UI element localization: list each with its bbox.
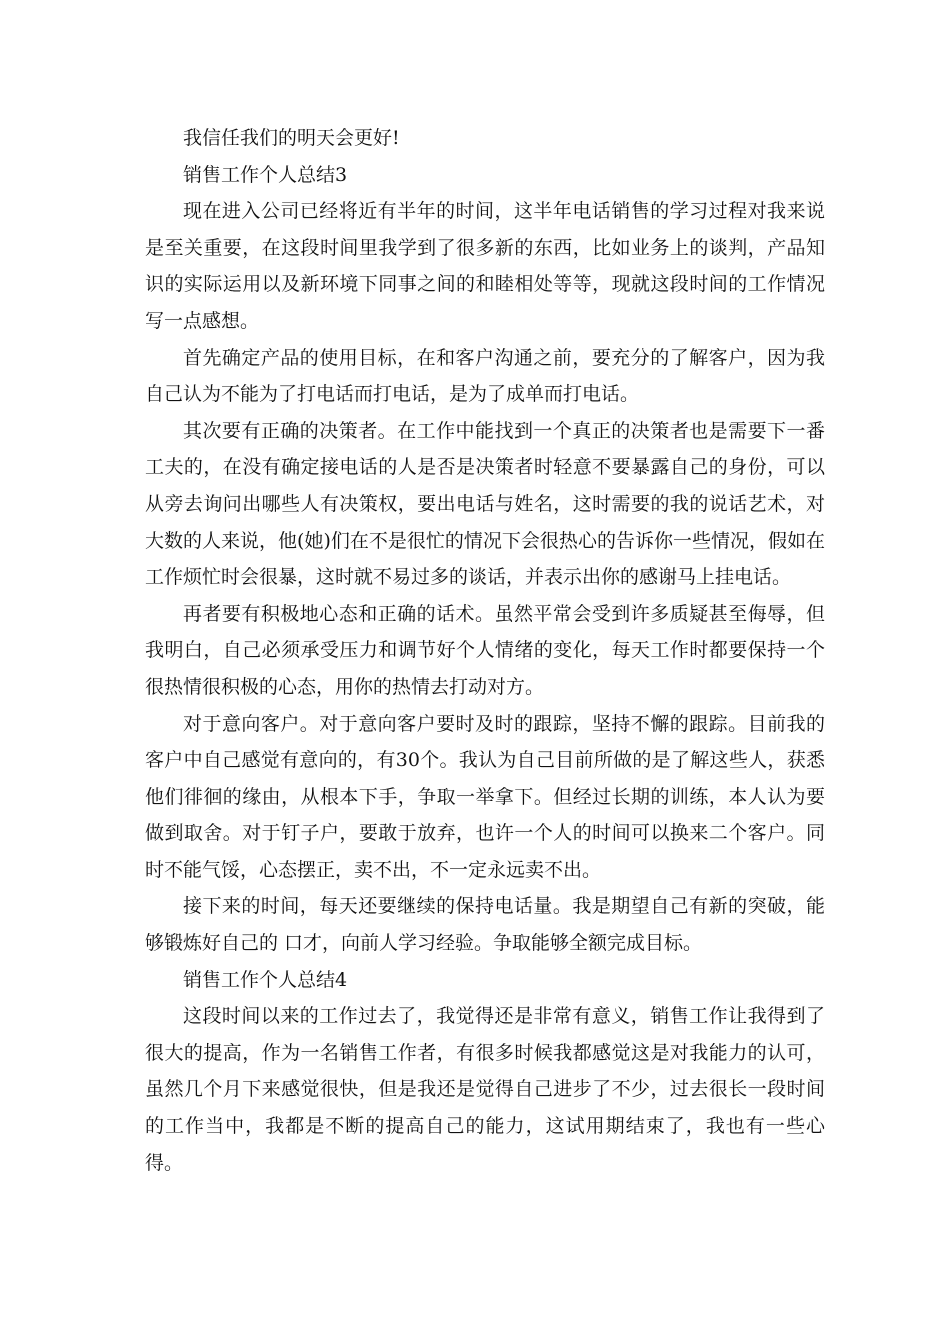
paragraph: 其次要有正确的决策者。在工作中能找到一个真正的决策者也是需要下一番工夫的，在没有确定接电话的人是否是决策者时轻意不要暴露自己的身份，可以从旁去询问出哪些人有决策权，要出电话与姓名，这时需要的我的说话艺术，对大数的人来说，他(她)们在不是很忙的情况下会很热心的告诉你一些情况，假如在工作烦忙时会很暴，这时就不易过多的谈话，并表示出你的感谢马上挂电话。 <box>145 419 825 589</box>
paragraph: 这段时间以来的工作过去了，我觉得还是非常有意义，销售工作让我得到了很大的提高，作为一名销售工作者，有很多时候我都感觉这是对我能力的认可，虽然几个月下来感觉很快，但是我还是觉得自己进步了不少，过去很长一段时间的工作当中，我都是不断的提高自己的能力，这试用期结束了，我也有一些心得。 <box>145 1005 825 1174</box>
paragraph: 首先确定产品的使用目标，在和客户沟通之前，要充分的了解客户，因为我自己认为不能为了打电话而打电话，是为了成单而打电话。 <box>145 346 825 406</box>
paragraph: 再者要有积极地心态和正确的话术。虽然平常会受到许多质疑甚至侮辱，但我明白，自己必须承受压力和调节好个人情绪的变化，每天工作时都要保持一个很热情很积极的心态，用你的热情去打动对方。 <box>145 602 825 698</box>
section-heading-3: 销售工作个人总结3 <box>183 163 348 186</box>
closing-line: 我信任我们的明天会更好! <box>183 127 400 149</box>
paragraph: 对于意向客户。对于意向客户要时及时的跟踪，坚持不懈的跟踪。目前我的客户中自己感觉有意向的，有30个。我认为自己目前所做的是了解这些人，获悉他们徘徊的缘由，从根本下手，争取一举拿下。但经过长期的训练，本人认为要做到取舍。对于钉子户，要敢于放弃，也许一个人的时间可以换来二个客户。同时不能气馁，心态摆正，卖不出，不一定永远卖不出。 <box>145 712 825 881</box>
paragraph: 现在进入公司已经将近有半年的时间，这半年电话销售的学习过程对我来说是至关重要，在这段时间里我学到了很多新的东西，比如业务上的谈判，产品知识的实际运用以及新环境下同事之间的和睦相处等等，现就这段时间的工作情况写一点感想。 <box>145 200 825 332</box>
paragraph: 接下来的时间，每天还要继续的保持电话量。我是期望自己有新的突破，能够锻炼好自己的 口才，向前人学习经验。争取能够全额完成目标。 <box>145 895 825 955</box>
section-heading-4: 销售工作个人总结4 <box>183 968 348 991</box>
document-body <box>145 120 825 1181</box>
